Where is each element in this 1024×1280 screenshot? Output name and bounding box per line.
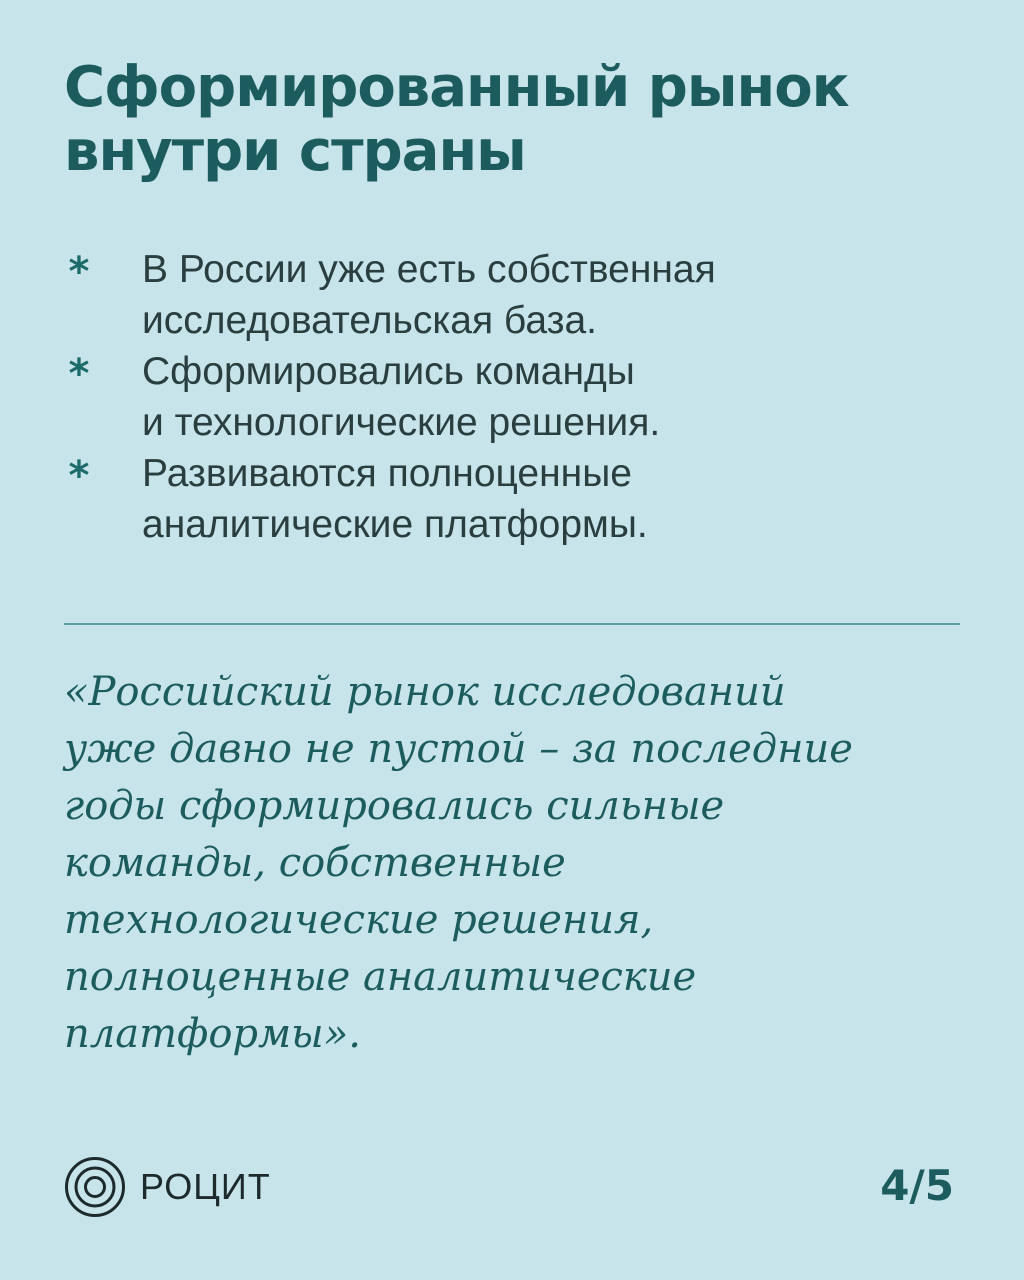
- divider: [64, 623, 960, 625]
- list-item: [64, 448, 944, 550]
- brand-logo: [64, 1156, 271, 1218]
- bullet-text: Сформировались команды и технологические решения.: [142, 350, 661, 444]
- page-title: Сформированный рынок внутри страны: [64, 55, 849, 184]
- bullet-list: [64, 244, 944, 550]
- list-item: [64, 346, 944, 448]
- asterisk-icon: *: [68, 453, 90, 499]
- page-indicator: 4/5: [880, 1161, 954, 1210]
- brand-name: РОЦИТ: [140, 1166, 271, 1207]
- concentric-circles-icon: [64, 1156, 126, 1218]
- asterisk-icon: *: [68, 351, 90, 397]
- bullet-text: В России уже есть собственная исследовательская база.: [142, 248, 716, 342]
- bullet-text: Развиваются полноценные аналитические платформы.: [142, 452, 648, 546]
- asterisk-icon: *: [68, 249, 90, 295]
- list-item: [64, 244, 944, 346]
- quote: «Российский рынок исследований уже давно не пустой – за последние годы сформировались сильные команды, собственные технологические решения, полноценные аналитические платформы».: [64, 669, 853, 1057]
